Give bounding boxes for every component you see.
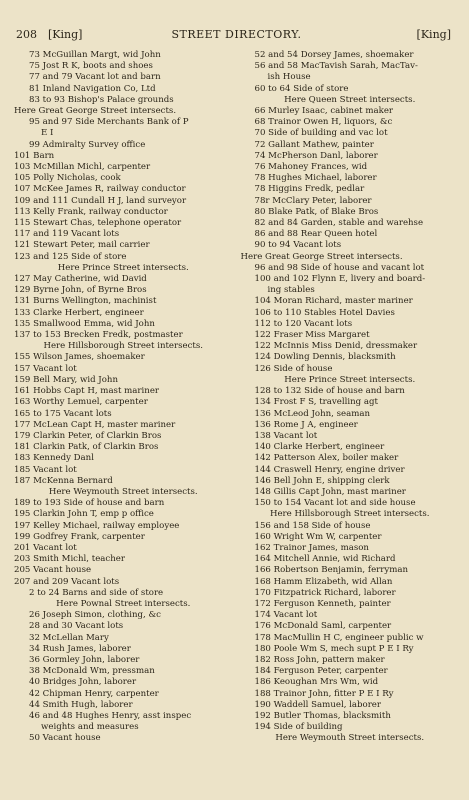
street-intersection-heading: Here Hillsborough Street intersects. (43, 341, 204, 352)
directory-entry: 179 Clarkin Peter, of Clarkin Bros (14, 430, 162, 441)
directory-entry: 44 Smith Hugh, laborer (29, 699, 133, 710)
directory-entry: 205 Vacant house (14, 565, 92, 576)
directory-entry: 36 Gormley John, laborer (29, 654, 140, 665)
directory-entry: 187 McKenna Bernard (14, 475, 113, 486)
directory-entry: 34 Rush James, laborer (29, 643, 131, 654)
directory-entry: 133 Clarke Herbert, engineer (14, 307, 144, 318)
directory-entry: 188 Trainor John, fitter P E I Ry (254, 688, 394, 699)
directory-entry: 56 and 58 MacTavish Sarah, MacTav- (254, 61, 418, 72)
directory-entry: Here Great George Street intersects. (240, 251, 403, 262)
page-title: STREET DIRECTORY. (171, 28, 302, 41)
directory-entry: 75 Jost R K, boots and shoes (29, 61, 153, 72)
directory-entry: 184 Ferguson Peter, carpenter (254, 666, 388, 677)
directory-entry: 128 to 132 Side of house and barn (254, 386, 405, 397)
street-intersection-heading: Here Prince Street intersects. (284, 374, 416, 385)
directory-entry: 78r McClary Peter, laborer (254, 195, 372, 206)
directory-entry: 176 McDonald Saml, carpenter (254, 621, 392, 632)
directory-entry: 95 and 97 Side Merchants Bank of P (29, 117, 189, 128)
directory-entry: 136 McLeod John, seaman (254, 408, 371, 419)
directory-entry: 160 Wright Wm W, carpenter (254, 531, 382, 542)
header-left-tag: [King] (48, 28, 83, 41)
directory-entry: 107 McKee James R, railway conductor (14, 184, 186, 195)
columns (14, 50, 459, 745)
directory-entry: 129 Byrne John, of Byrne Bros (14, 285, 147, 296)
directory-entry: 174 Vacant lot (254, 610, 318, 621)
directory-entry: 181 Clarkin Patk, of Clarkin Bros (14, 442, 159, 453)
street-intersection-heading: Here Queen Street intersects. (284, 94, 416, 105)
directory-entry: 189 to 193 Side of house and barn (14, 498, 165, 509)
directory-entry: 74 McPherson Danl, laborer (254, 150, 378, 161)
directory-entry: 78 Hughes Michael, laborer (254, 173, 377, 184)
directory-entry: 192 Butler Thomas, blacksmith (254, 710, 391, 721)
directory-entry: 26 Joseph Simon, clothing, &c (29, 610, 161, 621)
directory-entry: 164 Mitchell Annie, wid Richard (254, 554, 396, 565)
directory-entry: 186 Keoughan Mrs Wm, wid (254, 677, 379, 688)
directory-entry: 86 and 88 Rear Queen hotel (254, 229, 378, 240)
street-intersection-heading: Here Prince Street intersects. (57, 262, 189, 273)
directory-entry: 122 Fraser Miss Margaret (254, 330, 370, 341)
directory-entry: 199 Godfrey Frank, carpenter (14, 531, 145, 542)
directory-entry: 50 Vacant house (29, 733, 101, 744)
directory-entry: 195 Clarkin John T, emp p office (14, 509, 154, 520)
directory-entry: 38 McDonald Wm, pressman (29, 666, 155, 677)
directory-entry: 113 Kelly Frank, railway conductor (14, 206, 168, 217)
directory-entry: 157 Vacant lot (14, 363, 77, 374)
directory-entry: 83 to 93 Bishop's Palace grounds (29, 94, 174, 105)
street-intersection-heading: Here Weymouth Street intersects. (48, 486, 198, 497)
directory-entry: 203 Smith Michl, teacher (14, 554, 125, 565)
directory-entry: 42 Chipman Henry, carpenter (29, 688, 159, 699)
directory-entry: 68 Trainor Owen H, liquors, &c (254, 117, 393, 128)
directory-entry: 106 to 110 Stables Hotel Davies (254, 307, 395, 318)
directory-entry: Here Great George Street intersects. (14, 106, 177, 117)
directory-entry: 46 and 48 Hughes Henry, asst inspec (29, 710, 192, 721)
directory-entry: 137 to 153 Brecken Fredk, postmaster (14, 330, 183, 341)
directory-entry: 148 Gillis Capt John, mast mariner (254, 486, 406, 497)
directory-entry: 166 Robertson Benjamin, ferryman (254, 565, 409, 576)
directory-entry: 101 Barn (14, 150, 55, 161)
directory-entry: 52 and 54 Dorsey James, shoemaker (254, 50, 414, 60)
directory-entry: ish House (267, 72, 311, 83)
page-header (14, 28, 459, 48)
directory-entry: 185 Vacant lot (14, 464, 77, 475)
directory-entry: 159 Bell Mary, wid John (14, 374, 118, 385)
directory-entry: 99 Admiralty Survey office (29, 139, 146, 150)
directory-entry: 156 and 158 Side of house (254, 520, 371, 531)
directory-entry: 172 Ferguson Kenneth, painter (254, 598, 391, 609)
directory-entry: 117 and 119 Vacant lots (14, 229, 120, 240)
directory-entry: weights and measures (41, 722, 139, 733)
header-right-tag: [King] (416, 28, 451, 41)
directory-entry: 126 Side of house (254, 363, 333, 374)
directory-entry: 77 and 79 Vacant lot and barn (29, 72, 161, 83)
left-column (14, 50, 233, 745)
directory-entry: 66 Murley Isaac, cabinet maker (254, 106, 394, 117)
directory-entry: 78 Higgins Fredk, pedlar (254, 184, 365, 195)
directory-entry: 90 to 94 Vacant lots (254, 240, 342, 251)
directory-entry: 28 and 30 Vacant lots (29, 621, 124, 632)
directory-entry: 155 Wilson James, shoemaker (14, 352, 145, 363)
directory-entry: 73 McGuillan Margt, wid John (29, 50, 161, 60)
directory-entry: 162 Trainor James, mason (254, 542, 369, 553)
directory-entry: 144 Craswell Henry, engine driver (254, 464, 405, 475)
directory-entry: 82 and 84 Garden, stable and warehse (254, 218, 424, 229)
directory-entry: 131 Burns Wellington, machinist (14, 296, 157, 307)
directory-entry: 103 McMillan Michl, carpenter (14, 162, 151, 173)
directory-entry: 105 Polly Nicholas, cook (14, 173, 121, 184)
directory-entry: 163 Worthy Lemuel, carpenter (14, 397, 148, 408)
directory-entry: 190 Waddell Samuel, laborer (254, 699, 382, 710)
directory-entry: 135 Smallwood Emma, wid John (14, 318, 155, 329)
directory-entry: E I (41, 128, 54, 139)
directory-entry: 109 and 111 Cundall H J, land surveyor (14, 195, 187, 206)
directory-entry: 165 to 175 Vacant lots (14, 408, 112, 419)
directory-entry: 138 Vacant lot (254, 430, 318, 441)
directory-entry: 104 Moran Richard, master mariner (254, 296, 413, 307)
directory-entry: 134 Frost F S, travelling agt (254, 397, 378, 408)
directory-entry: 177 McLean Capt H, master mariner (14, 419, 176, 430)
directory-entry: 32 McLellan Mary (29, 632, 109, 643)
directory-entry: 112 to 120 Vacant lots (254, 318, 353, 329)
directory-entry: 2 to 24 Barns and side of store (29, 587, 164, 598)
directory-entry: 178 MacMullin H C, engineer public w (254, 632, 424, 643)
directory-entry: 168 Hamm Elizabeth, wid Allan (254, 576, 393, 587)
right-column (241, 50, 460, 745)
directory-entry: 146 Bell John E, shipping clerk (254, 475, 390, 486)
directory-entry: ing stables (267, 285, 315, 296)
directory-entry: 123 and 125 Side of store (14, 251, 127, 262)
directory-entry: 81 Inland Navigation Co, Ltd (29, 83, 156, 94)
directory-entry: 40 Bridges John, laborer (29, 677, 137, 688)
directory-entry: 150 to 154 Vacant lot and side house (254, 498, 416, 509)
directory-entry: 194 Side of building (254, 722, 343, 733)
directory-entry: 136 Rome J A, engineer (254, 419, 358, 430)
directory-entry: 121 Stewart Peter, mail carrier (14, 240, 150, 251)
page-number: 208 (16, 28, 37, 41)
directory-entry: 127 May Catherine, wid David (14, 274, 147, 285)
directory-entry: 124 Dowling Dennis, blacksmith (254, 352, 396, 363)
directory-entry: 180 Poole Wm S, mech supt P E I Ry (254, 643, 414, 654)
directory-entry: 70 Side of building and vac lot (254, 128, 388, 139)
directory-entry: 182 Ross John, pattern maker (254, 654, 385, 665)
directory-entry: 170 Fitzpatrick Richard, laborer (254, 587, 396, 598)
directory-entry: 76 Mahoney Frances, wid (254, 162, 368, 173)
directory-entry: 122 McInnis Miss Denid, dressmaker (254, 341, 418, 352)
directory-entry: 183 Kennedy Danl (14, 453, 94, 464)
directory-entry: 72 Gallant Mathew, painter (254, 139, 374, 150)
directory-entry: 80 Blake Patk, of Blake Bros (254, 206, 379, 217)
directory-entry: 142 Patterson Alex, boiler maker (254, 453, 399, 464)
street-intersection-heading: Here Pownal Street intersects. (56, 598, 191, 609)
directory-entry: 60 to 64 Side of store (254, 83, 349, 94)
directory-entry: 161 Hobbs Capt H, mast mariner (14, 386, 160, 397)
street-intersection-heading: Here Weymouth Street intersects. (275, 733, 425, 744)
street-intersection-heading: Here Hillsborough Street intersects. (269, 509, 430, 520)
directory-entry: 197 Kelley Michael, railway employee (14, 520, 180, 531)
directory-entry: 207 and 209 Vacant lots (14, 576, 120, 587)
directory-entry: 100 and 102 Flynn E, livery and board- (254, 274, 426, 285)
directory-entry: 201 Vacant lot (14, 542, 77, 553)
directory-entry: 96 and 98 Side of house and vacant lot (254, 262, 425, 273)
directory-entry: 140 Clarke Herbert, engineer (254, 442, 385, 453)
directory-entry: 115 Stewart Chas, telephone operator (14, 218, 182, 229)
